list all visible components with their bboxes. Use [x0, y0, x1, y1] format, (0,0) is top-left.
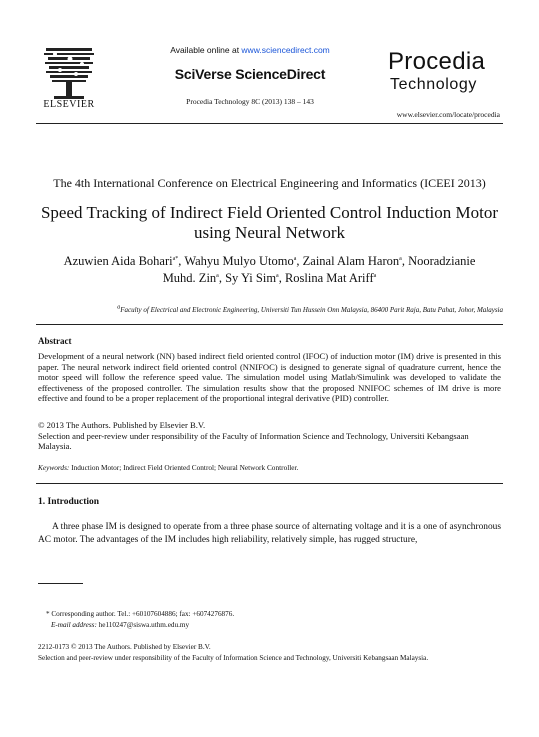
abstract-bottom-rule — [36, 483, 503, 484]
paper-title: Speed Tracking of Indirect Field Oriented Control Induction Motor using Neural Network — [40, 203, 499, 242]
abstract-top-rule — [36, 324, 503, 325]
issn-line: 2212-0173 © 2013 The Authors. Published by Elsevier B.V. — [38, 643, 211, 651]
keywords: Keywords: Induction Motor; Indirect Field Oriented Control; Neural Network Controller. — [38, 463, 299, 472]
introduction-text: A three phase IM is designed to operate from a three phase source of alternating voltage and it is a one of asynchronous AC motor. The advantages of the IM includes high reliability, relatively simple, has rugged structure, — [38, 522, 501, 545]
author: Wahyu Mulyo Utomo$^a$ — [184, 254, 297, 268]
available-prefix: Available online at — [170, 45, 242, 55]
abstract-text: Development of a neural network (NN) based indirect field oriented control (IFOC) of induction motor (IM) drive is presented in this paper. The neural network indirect field oriented control (NNIFOC) is designed to generate signal of quadrature current, hence the motor speed will follow the reference speed value. The simulation model using Matlab/Simulink was developed to validate the effectiveness of the proposed controller. The simulation results show that the proposed NNIFOC schemes of IM drive is more effective and found to be a proper replacement of the proportional integral derivative (PID) controller. — [38, 351, 501, 404]
journal-url[interactable]: www.elsevier.com/locate/procedia — [396, 110, 500, 119]
journal-reference: Procedia Technology 8C (2013) 138 – 143 — [186, 97, 314, 106]
available-online — [150, 45, 350, 55]
footnote-rule — [38, 583, 83, 584]
abstract-heading: Abstract — [38, 336, 72, 346]
platform-name: SciVerse ScienceDirect — [174, 66, 326, 82]
journal-logo-technology: Technology — [390, 76, 477, 93]
author: Roslina Mat Ariff$^a$ — [284, 271, 377, 285]
email-address[interactable]: he110247@siswa.uthm.edu.my — [98, 621, 190, 629]
copyright-notice: © 2013 The Authors. Published by Elsevier B.V. Selection and peer-review under responsibility of the Faculty of Information Science and Technology, Universiti Kebangsaan Malaysia. — [38, 420, 469, 452]
publisher-name: ELSEVIER — [43, 99, 95, 110]
email-note: E-mail address: he110247@siswa.uthm.edu.my — [51, 621, 190, 629]
sciencedirect-link[interactable]: www.sciencedirect.com — [241, 45, 330, 55]
author: Sy Yi Sim$^a$ — [225, 271, 279, 285]
elsevier-tree-logo — [40, 44, 98, 104]
author: Azuwien Aida Bohari$^{a*}$ — [63, 254, 179, 268]
affiliation: $^a$Faculty of Electrical and Electronic Engineering, Universiti Tun Hussein Onn Malaysia, 86400 Parit Raja, Batu Pahat, Johor, Malaysia — [117, 304, 503, 314]
conference-name: The 4th International Conference on Electrical Engineering and Informatics (ICEEI 2013) — [53, 176, 486, 190]
selection-note: Selection and peer-review under responsibility of the Faculty of Information Science and Technology, Universiti Kebangsaan Malaysia. — [38, 654, 429, 662]
journal-logo-procedia: Procedia — [388, 48, 486, 75]
section-heading-introduction: 1. Introduction — [38, 497, 100, 507]
author: Zainal Alam Haron$^a$ — [302, 254, 402, 268]
author-list: Azuwien Aida Bohari$^{a*}$, Wahyu Mulyo Utomo$^a$, Zainal Alam Haron$^a$, Nooradzianie Muhd. Zin$^a$, Sy Yi Sim$^a$, Roslina Mat Ariff$^a$ — [63, 254, 476, 285]
corresponding-author-note: * Corresponding author. Tel.: +60107604886; fax: +6074276876. — [46, 610, 235, 618]
header-rule — [36, 123, 503, 124]
author: Nooradzianie Muhd. Zin$^a$ — [162, 254, 476, 285]
